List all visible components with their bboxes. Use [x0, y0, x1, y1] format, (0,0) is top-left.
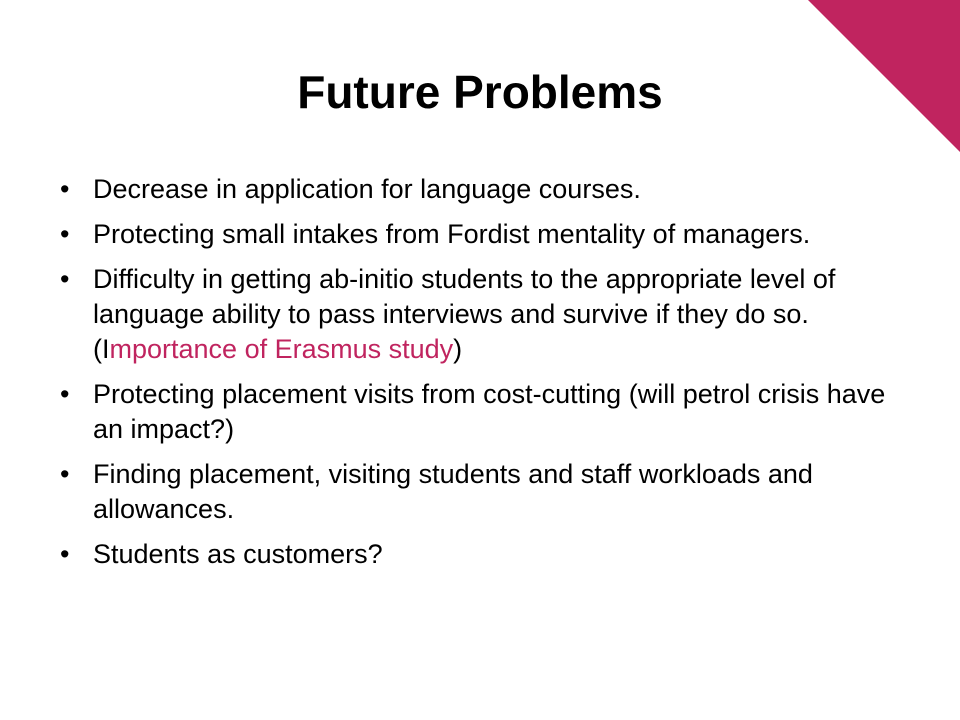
bullet-dot: •	[60, 264, 70, 294]
bullet-dot: •	[60, 539, 70, 569]
bullet-text: Students as customers?	[93, 539, 383, 569]
bullet-dot: •	[60, 174, 70, 204]
bullet-item-application-decrease	[60, 172, 902, 207]
bullet-item-students-customers	[60, 537, 902, 572]
bullet-list	[60, 172, 902, 582]
bullet-text-closing: )	[453, 334, 463, 364]
bullet-item-workloads	[60, 457, 902, 527]
bullet-dot: •	[60, 379, 70, 409]
bullet-text: Protecting small intakes from Fordist mentality of managers.	[93, 219, 811, 249]
bullet-text: Difficulty in getting ab-initio students to the appropriate level of language ability to pass interviews and survive if they do so. (I	[93, 264, 836, 364]
bullet-item-ab-initio-difficulty	[60, 262, 902, 367]
bullet-item-small-intakes	[60, 217, 902, 252]
bullet-dot: •	[60, 219, 70, 249]
bullet-text: Decrease in application for language courses.	[93, 174, 641, 204]
bullet-item-placement-visits	[60, 377, 902, 447]
erasmus-highlight-text: mportance of Erasmus study	[109, 334, 454, 364]
bullet-text: Finding placement, visiting students and staff workloads and allowances.	[93, 459, 813, 524]
bullet-text: Protecting placement visits from cost-cutting (will petrol crisis have an impact?)	[93, 379, 886, 444]
slide-title: Future Problems	[297, 66, 663, 118]
bullet-dot: •	[60, 459, 70, 489]
